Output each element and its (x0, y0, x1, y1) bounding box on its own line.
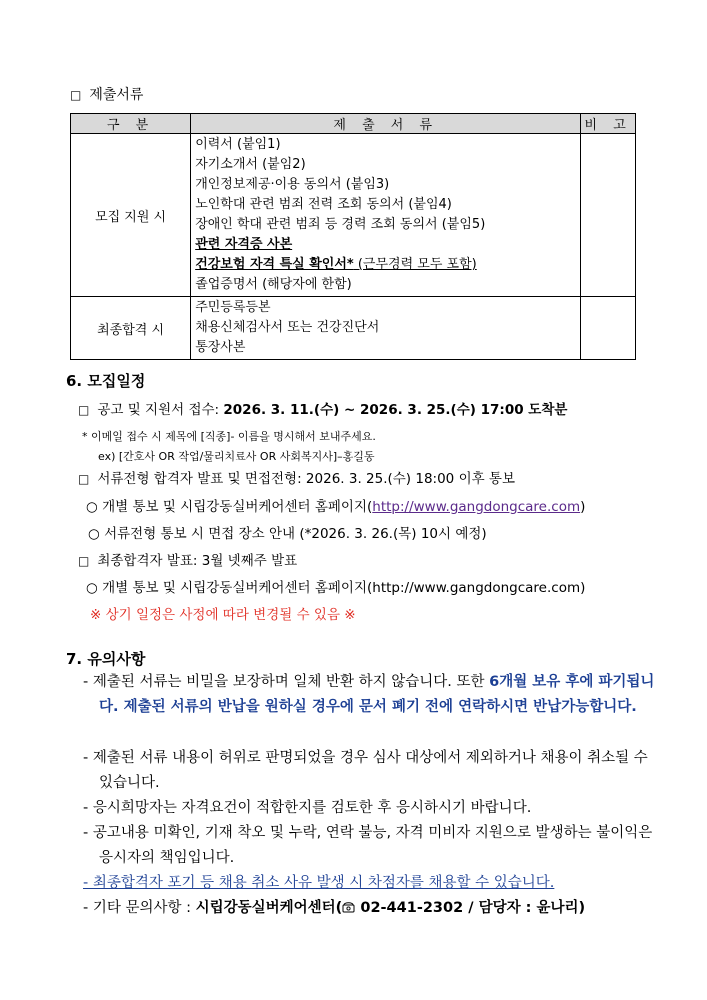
checkbox-bullet-icon: □ (70, 88, 82, 102)
checkbox-bullet-icon: □ (78, 554, 90, 568)
list-item: 노인학대 관련 범죄 전력 조회 동의서 (붙임4) (195, 197, 452, 212)
schedule-line-1: □ 공고 및 지원서 접수: 2026. 3. 11.(수) ~ 2026. 3. 25.(수) 17:00 도착분 (78, 402, 568, 418)
notes-heading: 7. 유의사항 (66, 650, 146, 668)
list-item: 주민등록등본 (195, 300, 271, 315)
schedule-note-1: * 이메일 접수 시 제목에 [직종]- 이름을 명시해서 보내주세요. (82, 430, 376, 443)
submission-table (70, 113, 636, 360)
table-header-row (71, 114, 636, 134)
header-category: 구 분 (71, 114, 191, 134)
list-item: 통장사본 (195, 340, 246, 355)
schedule-note-2: ex) [간호사 OR 작업/물리치료사 OR 사회복지사]–홍길동 (98, 450, 375, 463)
note-item-1: - 제출된 서류는 비밀을 보장하며 일체 반환 하지 않습니다. 또한 6개월 보유 후에 파기됩니다. 제출된 서류의 반납을 원하실 경우에 문서 폐기 전에 연락하시면 반납가능합니다. (83, 674, 655, 715)
list-item: 개인정보제공·이용 동의서 (붙임3) (195, 177, 390, 192)
note-item-6: - 기타 문의사항 : 시립강동실버케어센터( 02-441-2302 / 담당자 : 윤나리) (83, 900, 586, 916)
schedule-line-4: ○ 서류전형 통보 시 면접 장소 안내 (*2026. 3. 26.(목) 10시 예정) (88, 526, 487, 542)
row-items (191, 134, 581, 297)
list-item: 졸업증명서 (해당자에 한함) (195, 277, 352, 292)
list-item: 건강보험 자격 특실 확인서* (근무경력 모두 포함) (195, 257, 477, 272)
row-category: 최종합격 시 (71, 297, 191, 360)
checkbox-bullet-icon: □ (78, 403, 90, 417)
schedule-line-5: □ 최종합격자 발표: 3월 넷째주 발표 (78, 553, 298, 569)
note-item-5: - 최종합격자 포기 등 채용 취소 사유 발생 시 차점자를 채용할 수 있습니다. (83, 875, 555, 891)
header-remarks: 비 고 (581, 114, 636, 134)
schedule-heading: 6. 모집일정 (66, 372, 146, 390)
row-items (191, 297, 581, 360)
schedule-line-3: ○ 개별 통보 및 시립강동실버케어센터 홈페이지(http://www.gangdongcare.com) (86, 499, 586, 515)
row-category: 모집 지원 시 (71, 134, 191, 297)
schedule-line-2: □ 서류전형 합격자 발표 및 면접전형: 2026. 3. 25.(수) 18:00 이후 통보 (78, 471, 516, 487)
list-item: 장애인 학대 관련 범죄 등 경력 조회 동의서 (붙임5) (195, 217, 486, 232)
list-item: 이력서 (붙임1) (195, 137, 281, 152)
checkbox-bullet-icon: □ (78, 472, 90, 486)
table-row (71, 297, 636, 360)
schedule-line-6: ○ 개별 통보 및 시립강동실버케어센터 홈페이지(http://www.gangdongcare.com) (86, 580, 586, 596)
homepage-link[interactable]: http://www.gangdongcare.com (372, 499, 581, 515)
row-remarks (581, 297, 636, 360)
submission-heading: □ 제출서류 (70, 87, 144, 103)
phone-icon (342, 901, 355, 913)
note-item-4: - 공고내용 미확인, 기재 착오 및 누락, 연락 불능, 자격 미비자 지원으로 발생하는 불이익은 응시자의 책임입니다. (83, 825, 653, 866)
list-item: 관련 자격증 사본 (195, 237, 293, 252)
note-item-2: - 제출된 서류 내용이 허위로 판명되었을 경우 심사 대상에서 제외하거나 채용이 취소될 수 있습니다. (83, 750, 648, 791)
list-item: 채용신체검사서 또는 건강진단서 (195, 320, 380, 335)
list-item: 자기소개서 (붙임2) (195, 157, 306, 172)
schedule-warning: ※ 상기 일정은 사정에 따라 변경될 수 있음 ※ (90, 607, 356, 623)
row-remarks (581, 134, 636, 297)
table-row (71, 134, 636, 297)
header-documents: 제 출 서 류 (191, 114, 581, 134)
note-item-3: - 응시희망자는 자격요건이 적합한지를 검토한 후 응시하시기 바랍니다. (83, 800, 532, 816)
